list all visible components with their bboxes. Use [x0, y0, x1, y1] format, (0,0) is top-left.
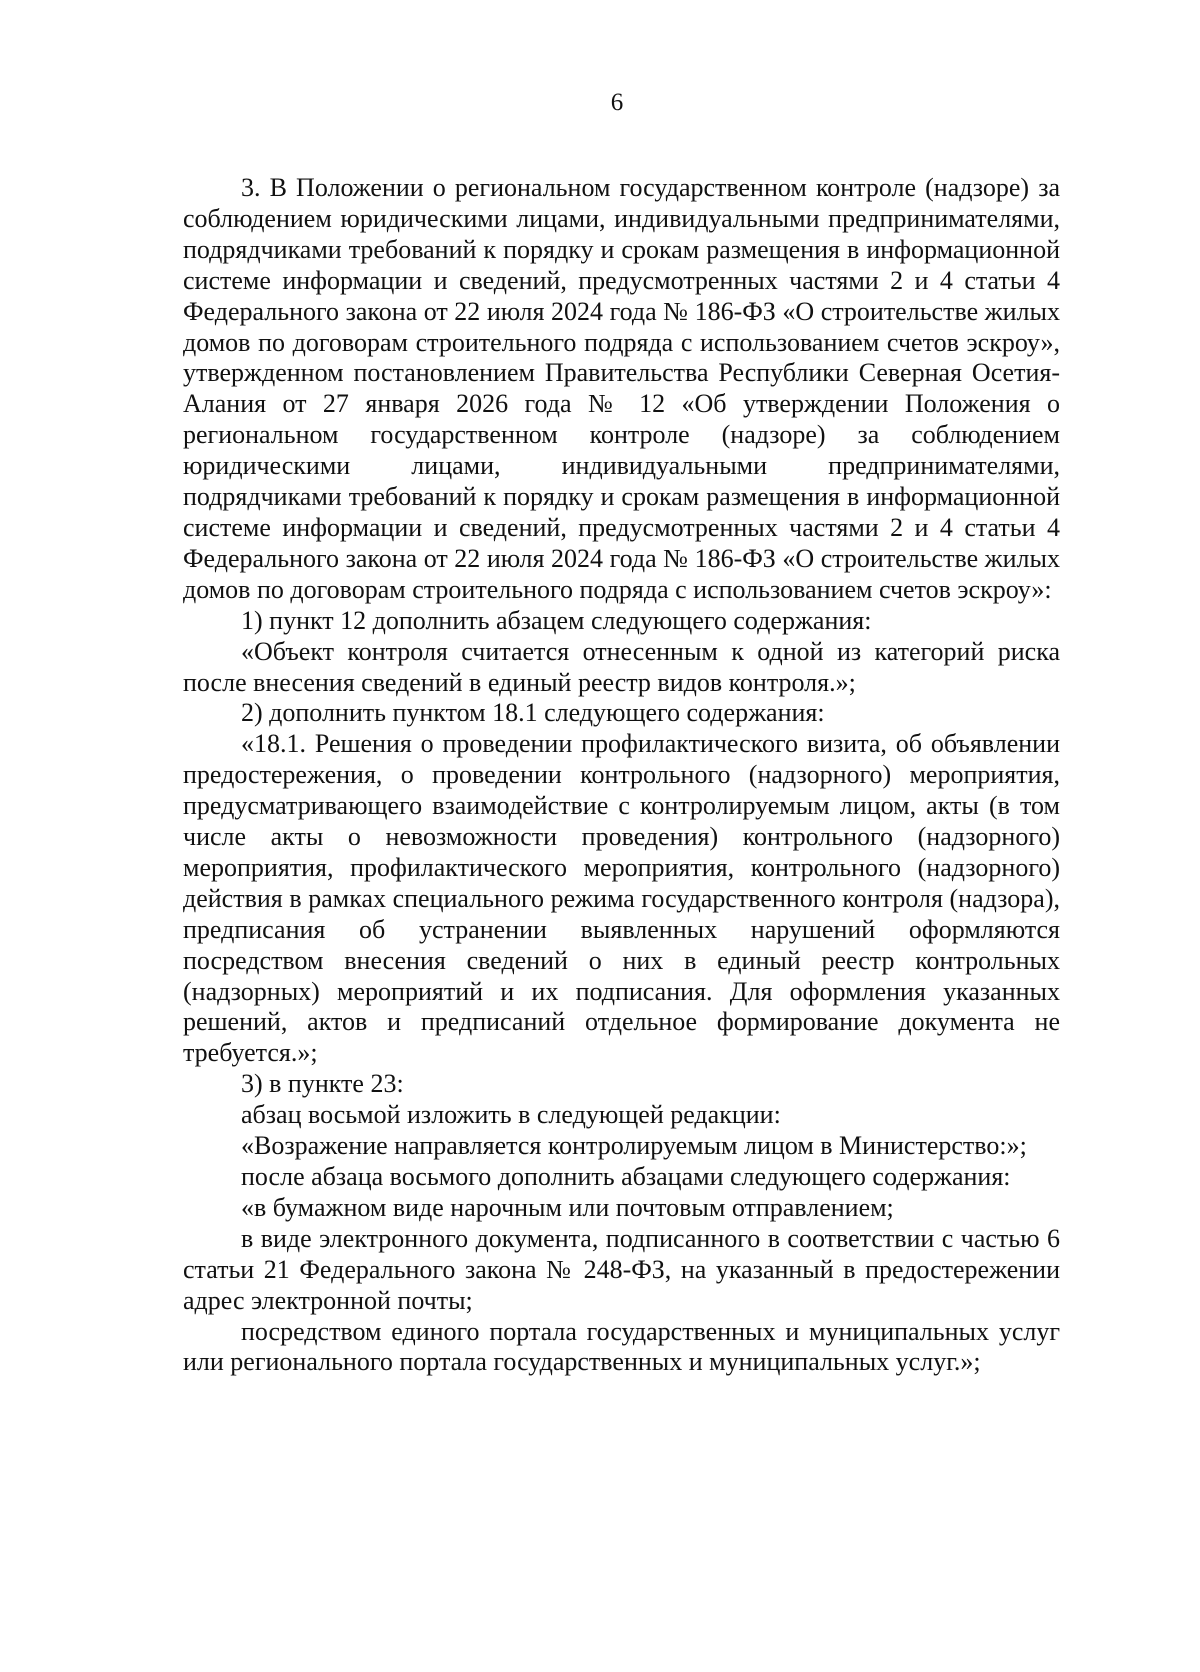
quoted-paragraph: «Объект контроля считается отнесенным к одной из категорий риска после внесения сведений в единый реестр видов контроля.»;	[183, 636, 1060, 697]
quoted-paragraph: «в бумажном виде нарочным или почтовым отправлением;	[241, 1192, 894, 1222]
paragraph-item-3: 3. В Положении о региональном государственном контроле (надзоре) за соблюдением юридическими лицами, индивидуальными предпринимателями, подрядчиками требований к порядку и срокам размещения в информационной системе информации и сведений, предусмотренных частями 2 и 4 статьи 4 Федерального закона от 22 июля 2024 года № 186-ФЗ «О строительстве жилых домов по договорам строительного подряда с использованием счетов эскроу», утвержденном постановлением Правительства Республики Северная Осетия-Алания от 27 января 2026 года № 12 «Об утверждении Положения о региональном государственном контроле (надзоре) за соблюдением юридическими лицами, индивидуальными предпринимателями, подрядчиками требований к порядку и срокам размещения в информационной системе информации и сведений, предусмотренных частями 2 и 4 статьи 4 Федерального закона от 22 июля 2024 года № 186-ФЗ «О строительстве жилых домов по договорам строительного подряда с использованием счетов эскроу»:	[183, 173, 1060, 604]
quoted-paragraph: «18.1. Решения о проведении профилактического визита, об объявлении предостережения, о проведении контрольного (надзорного) мероприятия, предусматривающего взаимодействие с контролируемым лицом, акты (в том числе акты о невозможности проведения) контрольного (надзорного) мероприятия, профилактического мероприятия, контрольного (надзорного) действия в рамках специального режима государственного контроля (надзора), предписания об устранении выявленных нарушений оформляются посредством внесения сведений о них в единый реестр контрольных (надзорных) мероприятий и их подписания. Для оформления указанных решений, актов и предписаний отдельное формирование документа не требуется.»;	[183, 729, 1060, 1068]
subitem-3: 3) в пункте 23:	[241, 1069, 404, 1099]
quoted-paragraph: «Возражение направляется контролируемым лицом в Министерство:»;	[241, 1131, 1027, 1161]
subitem-2: 2) дополнить пунктом 18.1 следующего содержания:	[241, 698, 825, 728]
document-body	[183, 173, 1060, 1378]
page-number: 6	[610, 89, 624, 116]
paragraph: в виде электронного документа, подписанного в соответствии с частью 6 статьи 21 Федерального закона № 248-ФЗ, на указанный в предостережении адрес электронной почты;	[183, 1223, 1060, 1315]
paragraph: после абзаца восьмого дополнить абзацами следующего содержания:	[241, 1162, 1011, 1191]
paragraph: посредством единого портала государственных и муниципальных услуг или регионального портала государственных и муниципальных услуг.»;	[183, 1316, 1060, 1377]
paragraph: абзац восьмой изложить в следующей редакции:	[241, 1100, 781, 1130]
subitem-1: 1) пункт 12 дополнить абзацем следующего содержания:	[241, 605, 872, 635]
